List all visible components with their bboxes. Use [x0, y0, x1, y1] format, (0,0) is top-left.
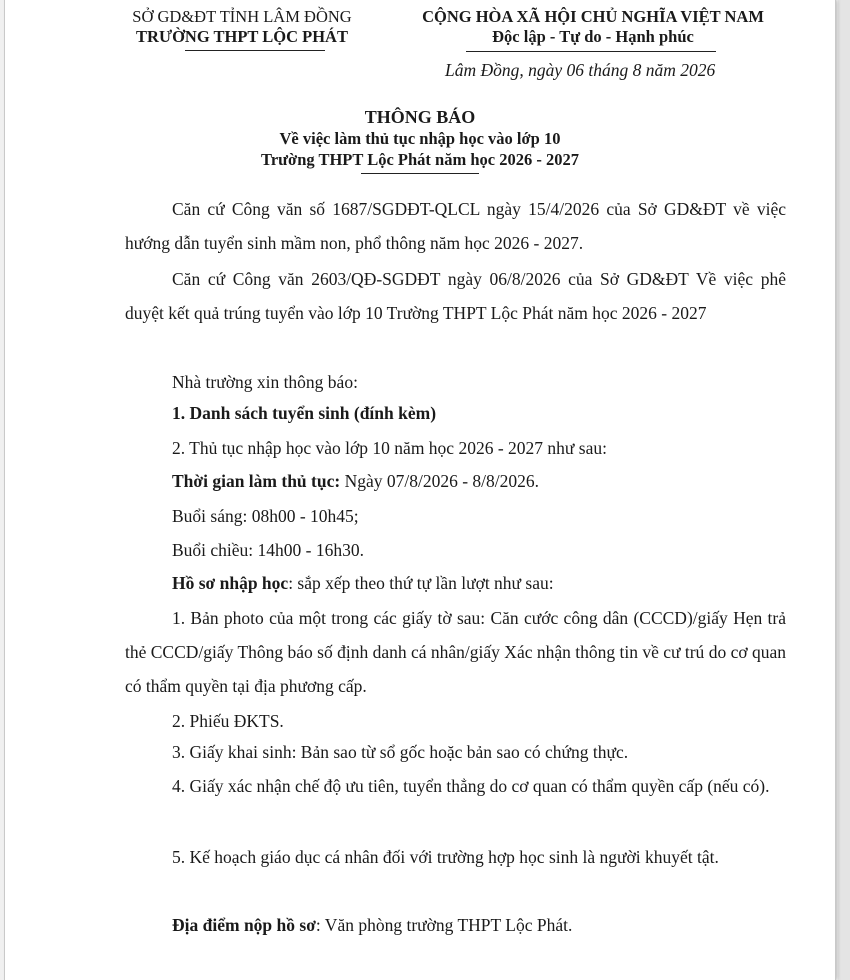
submission-place-label: Địa điểm nộp hồ sơ: [172, 915, 316, 935]
item-admission-list-text: 1. Danh sách tuyển sinh (đính kèm): [172, 403, 437, 423]
school-name: TRƯỜNG THPT LỘC PHÁT: [136, 27, 348, 46]
dossier-item-1: 1. Bản photo của một trong các giấy tờ sau: Căn cước công dân (CCCD)/giấy Hẹn trả thẻ CCCD/giấy Thông báo số định danh cá nhân/giấy Xác nhận thông tin về cư trú do cơ quan có thẩm quyền tại địa phương cấp.: [125, 608, 786, 696]
legal-basis-2: Căn cứ Công văn 2603/QĐ-SGDĐT ngày 06/8/2026 của Sở GD&ĐT Về việc phê duyệt kết quả trúng tuyển vào lớp 10 Trường THPT Lộc Phát năm học 2026 - 2027: [125, 269, 786, 323]
school-underline: [185, 50, 325, 51]
submission-place: [172, 913, 572, 937]
item-enrollment-procedure: 2. Thủ tục nhập học vào lớp 10 năm học 2026 - 2027 như sau:: [172, 438, 607, 458]
dossier-heading: [172, 571, 554, 595]
title-subject: Về việc làm thủ tục nhập học vào lớp 10: [279, 129, 561, 148]
dossier-value: : sắp xếp theo thứ tự lần lượt như sau:: [288, 573, 554, 593]
dossier-item-4: 4. Giấy xác nhận chế độ ưu tiên, tuyển thẳng do cơ quan có thẩm quyền cấp (nếu có).: [172, 776, 770, 796]
announcement-intro: Nhà trường xin thông báo:: [172, 372, 358, 392]
motto-underline: [466, 51, 716, 52]
title-underline: [361, 173, 479, 174]
procedure-time-label: Thời gian làm thủ tục:: [172, 471, 341, 491]
dossier-item-5: 5. Kế hoạch giáo dục cá nhân đối với trường hợp học sinh là người khuyết tật.: [172, 847, 719, 867]
issue-date: Lâm Đồng, ngày 06 tháng 8 năm 2026: [445, 60, 716, 80]
procedure-time-value: Ngày 07/8/2026 - 8/8/2026.: [340, 471, 540, 491]
motto: Độc lập - Tự do - Hạnh phúc: [492, 27, 694, 46]
scrollbar[interactable]: [838, 0, 850, 980]
document-page: [5, 0, 835, 980]
title-school-year: Trường THPT Lộc Phát năm học 2026 - 2027: [261, 150, 579, 169]
morning-session: Buổi sáng: 08h00 - 10h45;: [172, 506, 359, 526]
legal-basis-1: Căn cứ Công văn số 1687/SGDĐT-QLCL ngày 15/4/2026 của Sở GD&ĐT về việc hướng dẫn tuyển sinh mầm non, phổ thông năm học 2026 - 2027.: [125, 199, 786, 253]
submission-place-value: : Văn phòng trường THPT Lộc Phát.: [315, 915, 573, 935]
title-heading: THÔNG BÁO: [364, 107, 476, 127]
dossier-item-3: 3. Giấy khai sinh: Bản sao từ sổ gốc hoặc bản sao có chứng thực.: [172, 742, 629, 762]
department-name: SỞ GD&ĐT TỈNH LÂM ĐỒNG: [132, 7, 352, 26]
nation-block: [383, 7, 803, 47]
issuer-block: [117, 7, 367, 47]
document-title: [5, 106, 835, 170]
dossier-label: Hồ sơ nhập học: [172, 573, 289, 593]
procedure-time: [172, 469, 539, 493]
dossier-item-2: 2. Phiếu ĐKTS.: [172, 711, 284, 731]
nation-name: CỘNG HÒA XÃ HỘI CHỦ NGHĨA VIỆT NAM: [422, 7, 764, 26]
afternoon-session: Buổi chiều: 14h00 - 16h30.: [172, 540, 364, 560]
item-admission-list: [172, 401, 436, 425]
